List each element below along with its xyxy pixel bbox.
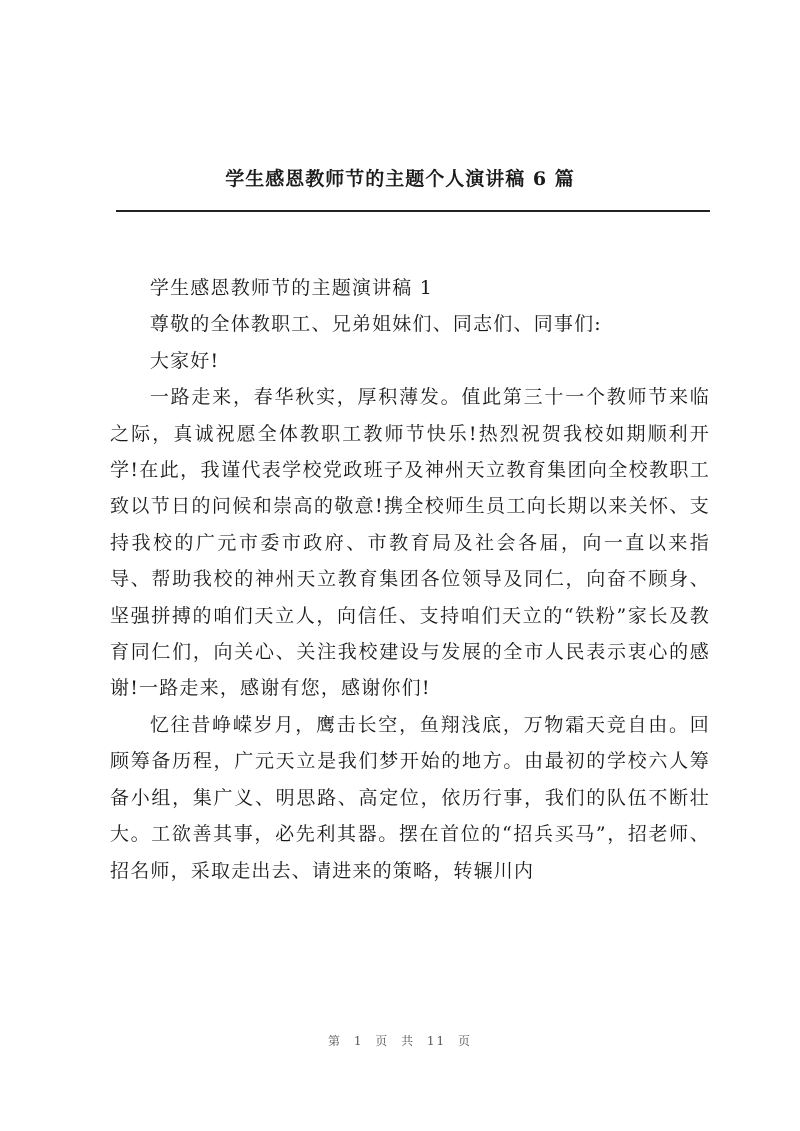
document-body <box>110 270 710 889</box>
section-heading: 学生感恩教师节的主题演讲稿 1 <box>149 277 434 299</box>
paragraph: 一路走来，春华秋实，厚积薄发。值此第三十一个教师节来临之际，真诚祝愿全体教职工教师节快乐!热烈祝贺我校如期顺利开学!在此，我谨代表学校党政班子及神州天立教育集团向全校教职工致以节日的问候和崇高的敬意!携全校师生员工向长期以来关怀、支持我校的广元市委市政府、市教育局及社会各届，向一直以来指导、帮助我校的神州天立教育集团各位领导及同仁，向奋不顾身、坚强拼搏的咱们天立人，向信任、支持咱们天立的“铁粉”家长及教育同仁们，向关心、关注我校建设与发展的全市人民表示衷心的感谢!一路走来，感谢有您，感谢你们! <box>110 386 710 700</box>
paragraph: 忆往昔峥嵘岁月，鹰击长空，鱼翔浅底，万物霜天竞自由。回顾筹备历程，广元天立是我们梦开始的地方。由最初的学校六人筹备小组，集广义、明思路、高定位，依历行事，我们的队伍不断壮大。工欲善其事，必先利其器。摆在首位的“招兵买马”，招老师、招名师，采取走出去、请进来的策略，转辗川内 <box>110 713 710 882</box>
greeting: 大家好! <box>149 349 220 372</box>
document-title: 学生感恩教师节的主题个人演讲稿 6 篇 <box>225 168 575 190</box>
salutation: 尊敬的全体教职工、兄弟姐妹们、同志们、同事们: <box>149 313 602 336</box>
title-divider <box>116 210 710 212</box>
page-footer: 第 1 页 共 11 页 <box>328 1034 472 1048</box>
